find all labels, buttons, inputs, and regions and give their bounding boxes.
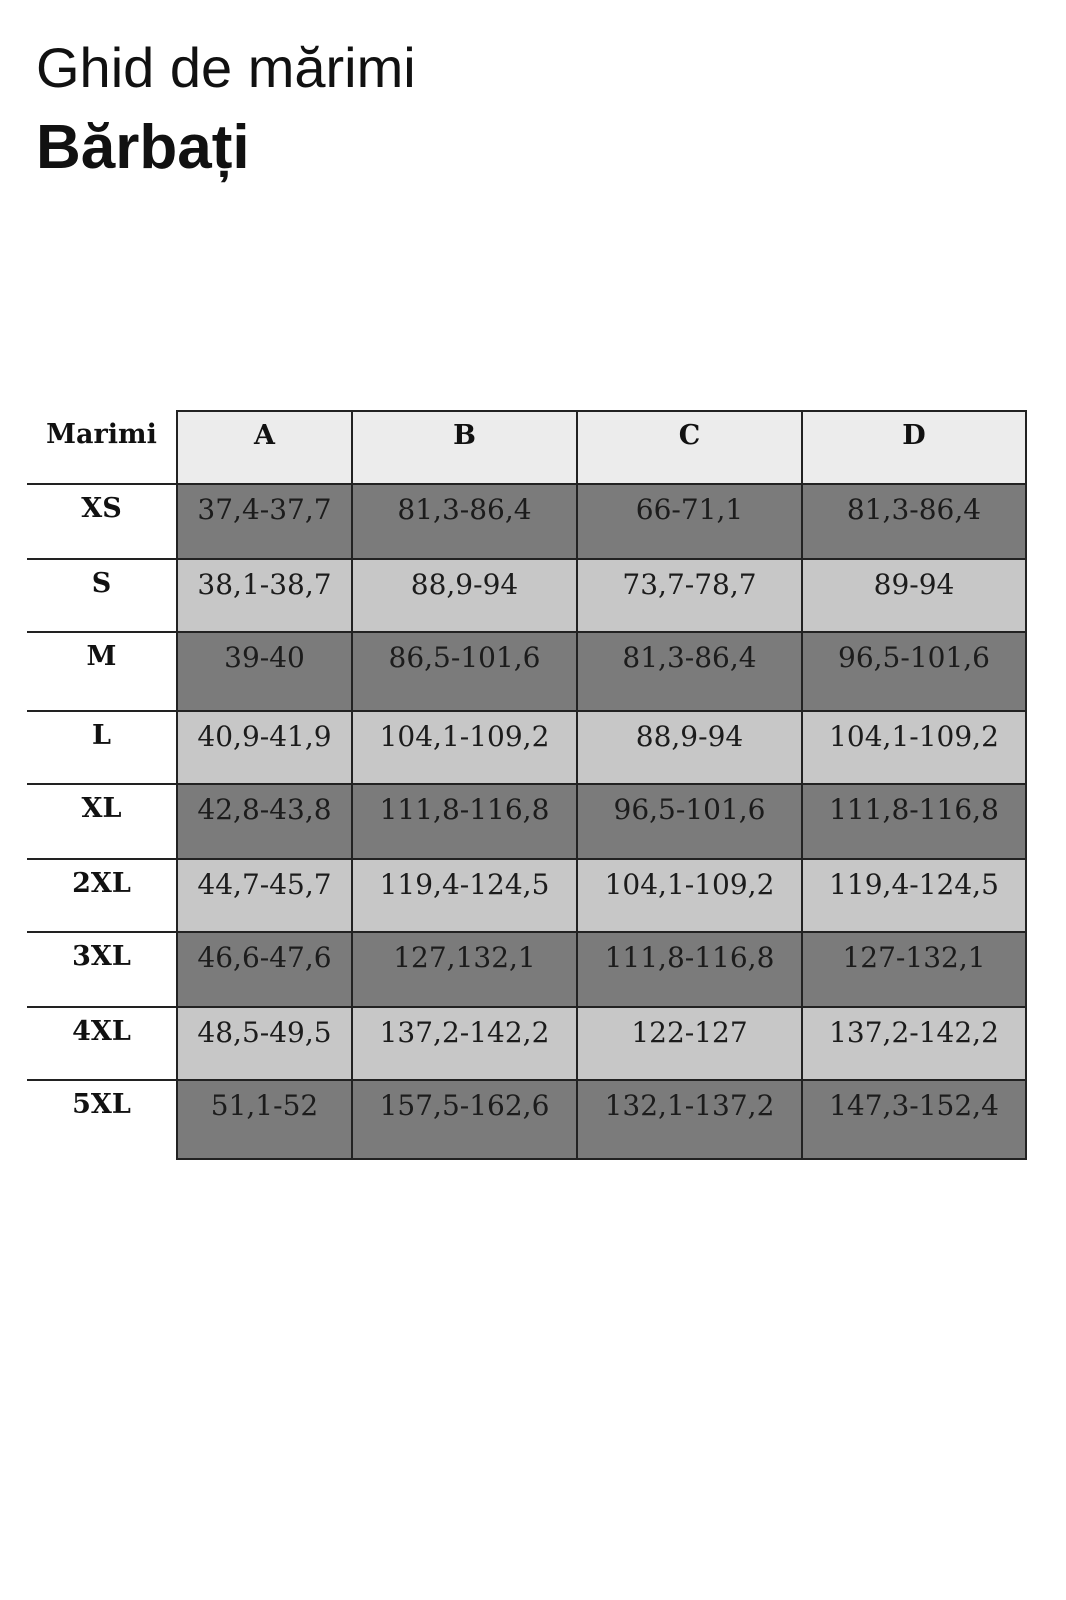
table-row	[27, 632, 1026, 711]
table-cell: 73,7-78,7	[577, 559, 802, 632]
table-cell: 122-127	[577, 1007, 802, 1080]
page-subtitle: Bărbați	[36, 113, 250, 182]
table-row	[27, 859, 1026, 932]
table-cell: 48,5-49,5	[177, 1007, 352, 1080]
row-size-label: 5XL	[27, 1080, 177, 1159]
table-cell: 111,8-116,8	[352, 784, 577, 859]
column-header-c: C	[577, 411, 802, 484]
table-cell: 127-132,1	[802, 932, 1026, 1007]
table-cell: 81,3-86,4	[352, 484, 577, 559]
row-size-label: XS	[27, 484, 177, 559]
column-header-a: A	[177, 411, 352, 484]
row-size-label: 2XL	[27, 859, 177, 932]
table-header-row	[27, 411, 1026, 484]
table-cell: 89-94	[802, 559, 1026, 632]
size-chart-table	[27, 410, 1027, 1160]
table-row	[27, 559, 1026, 632]
table-cell: 147,3-152,4	[802, 1080, 1026, 1159]
table-cell: 46,6-47,6	[177, 932, 352, 1007]
table-cell: 111,8-116,8	[577, 932, 802, 1007]
table-cell: 37,4-37,7	[177, 484, 352, 559]
table-row	[27, 484, 1026, 559]
table-cell: 42,8-43,8	[177, 784, 352, 859]
table-cell: 96,5-101,6	[802, 632, 1026, 711]
column-header-b: B	[352, 411, 577, 484]
table-cell: 86,5-101,6	[352, 632, 577, 711]
table-cell: 88,9-94	[352, 559, 577, 632]
row-size-label: XL	[27, 784, 177, 859]
table-cell: 119,4-124,5	[352, 859, 577, 932]
table-cell: 157,5-162,6	[352, 1080, 577, 1159]
table-cell: 104,1-109,2	[577, 859, 802, 932]
table-row	[27, 1080, 1026, 1159]
table-cell: 137,2-142,2	[352, 1007, 577, 1080]
table-cell: 132,1-137,2	[577, 1080, 802, 1159]
row-size-label: L	[27, 711, 177, 784]
table-cell: 38,1-38,7	[177, 559, 352, 632]
table-cell: 51,1-52	[177, 1080, 352, 1159]
row-size-label: 4XL	[27, 1007, 177, 1080]
row-size-label: S	[27, 559, 177, 632]
table-cell: 81,3-86,4	[802, 484, 1026, 559]
table-cell: 111,8-116,8	[802, 784, 1026, 859]
table-row	[27, 932, 1026, 1007]
table-row	[27, 1007, 1026, 1080]
table-cell: 119,4-124,5	[802, 859, 1026, 932]
table-cell: 39-40	[177, 632, 352, 711]
table-cell: 66-71,1	[577, 484, 802, 559]
table-cell: 44,7-45,7	[177, 859, 352, 932]
table-cell: 104,1-109,2	[802, 711, 1026, 784]
table-cell: 96,5-101,6	[577, 784, 802, 859]
table-cell: 88,9-94	[577, 711, 802, 784]
row-size-label: M	[27, 632, 177, 711]
table-cell: 40,9-41,9	[177, 711, 352, 784]
table-cell: 127,132,1	[352, 932, 577, 1007]
row-size-label: 3XL	[27, 932, 177, 1007]
table-cell: 137,2-142,2	[802, 1007, 1026, 1080]
table-row	[27, 711, 1026, 784]
table-cell: 104,1-109,2	[352, 711, 577, 784]
table-cell: 81,3-86,4	[577, 632, 802, 711]
column-header-sizes: Marimi	[27, 411, 177, 484]
page-title: Ghid de mărimi	[36, 36, 416, 99]
table-row	[27, 784, 1026, 859]
column-header-d: D	[802, 411, 1026, 484]
